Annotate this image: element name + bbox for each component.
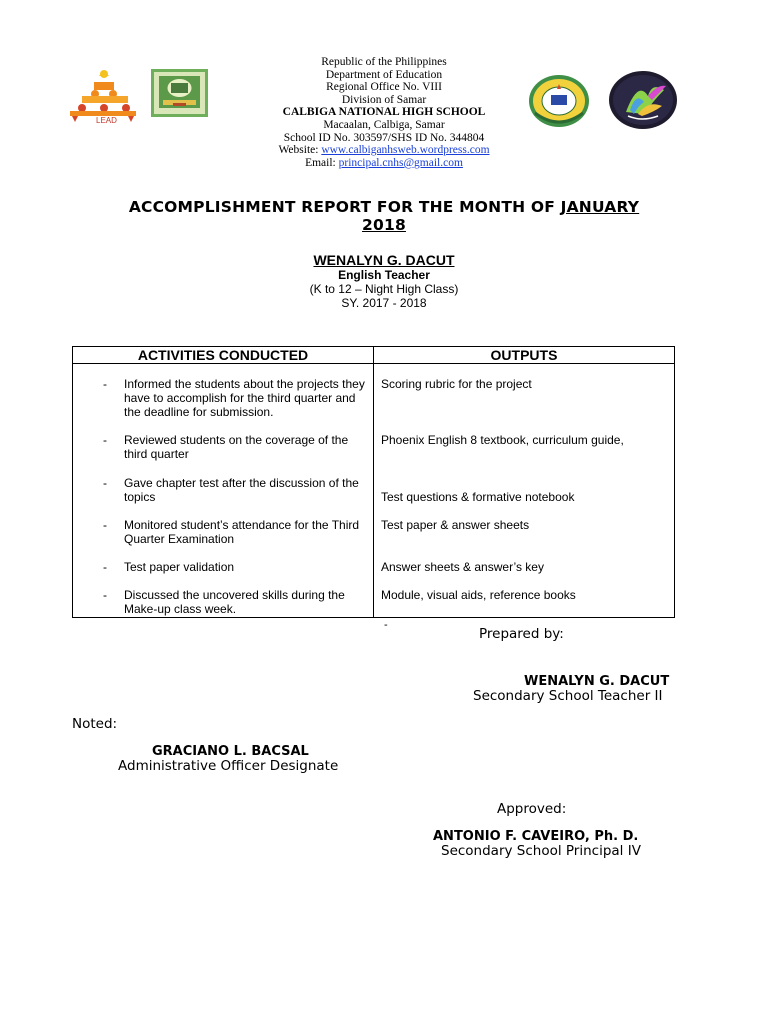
calbiga-nhs-seal <box>527 73 591 129</box>
letterhead-region: Regional Office No. VIII <box>326 81 442 94</box>
bullet: - <box>103 588 107 602</box>
table-body-row <box>73 364 675 618</box>
bullet: - <box>103 433 107 447</box>
teacher-info <box>234 268 534 310</box>
activity-text: Reviewed students on the coverage of the third quarter <box>124 433 349 461</box>
stray-dash: - <box>384 619 388 631</box>
teacher-position: English Teacher <box>338 268 430 282</box>
letterhead-department: Department of Education <box>325 68 443 81</box>
activity-text: Informed the students about the projects they have to accomplish for the third quarter and the deadline for submission. <box>124 377 365 419</box>
approved-name: ANTONIO F. CAVEIRO, Ph. D. <box>433 829 639 844</box>
output-text: Answer sheets & answer’s key <box>381 560 544 574</box>
website-label: Website: <box>278 144 322 157</box>
teacher-program: (K to 12 – Night High Class) <box>309 282 459 296</box>
prepared-by-label: Prepared by: <box>479 626 564 642</box>
table-header-row <box>73 347 675 364</box>
header-outputs: OUTPUTS <box>374 347 675 364</box>
report-title-year: 2018 <box>362 216 406 234</box>
activity-text: Gave chapter test after the discussion of the topics <box>124 476 359 504</box>
header-activities: ACTIVITIES CONDUCTED <box>73 347 374 364</box>
report-title <box>90 198 678 234</box>
output-text: Test questions & formative notebook <box>381 490 575 504</box>
prepared-by-title: Secondary School Teacher II <box>473 688 663 704</box>
noted-name: GRACIANO L. BACSAL <box>152 744 309 759</box>
activity-text: Discussed the uncovered skills during the Make-up class week. <box>124 588 345 616</box>
approved-label: Approved: <box>497 801 567 817</box>
lead-logo-text: LEAD <box>96 116 117 124</box>
accomplishment-table <box>72 346 675 618</box>
noted-title: Administrative Officer Designate <box>118 758 339 774</box>
bullet: - <box>103 476 107 490</box>
deped-region-seal <box>608 70 678 130</box>
lead-logo <box>68 66 148 124</box>
report-title-month: JANUARY <box>560 198 640 216</box>
website-link[interactable]: www.calbiganhsweb.wordpress.com <box>321 144 490 157</box>
report-title-prefix: ACCOMPLISHMENT REPORT FOR THE MONTH OF <box>128 198 561 216</box>
approved-title: Secondary School Principal IV <box>441 843 641 859</box>
bullet: - <box>103 560 107 574</box>
output-text: Scoring rubric for the project <box>381 377 532 391</box>
teacher-name: WENALYN G. DACUT <box>313 252 455 268</box>
email-link[interactable]: principal.cnhs@gmail.com <box>338 156 463 169</box>
output-text: Test paper & answer sheets <box>381 518 530 532</box>
activities-cell <box>73 364 374 618</box>
bullet: - <box>103 518 107 532</box>
bullet: - <box>103 377 107 391</box>
teacher-school-year: SY. 2017 - 2018 <box>341 296 427 310</box>
letterhead-school-name: CALBIGA NATIONAL HIGH SCHOOL <box>282 106 486 119</box>
prepared-by-name: WENALYN G. DACUT <box>524 674 670 689</box>
letterhead-email-line <box>234 157 534 170</box>
activity-text: Test paper validation <box>124 560 235 574</box>
letterhead-address: Macaalan, Calbiga, Samar <box>323 118 445 131</box>
output-text: Phoenix English 8 textbook, curriculum guide, <box>381 433 624 447</box>
letterhead <box>234 56 534 169</box>
outputs-cell <box>374 364 675 618</box>
email-label: Email: <box>305 156 339 169</box>
letterhead-website-line <box>234 144 534 157</box>
letterhead-republic: Republic of the Philippines <box>321 56 447 68</box>
noted-label: Noted: <box>72 716 118 732</box>
activity-text: Monitored student’s attendance for the Third Quarter Examination <box>124 518 360 546</box>
school-seal-image <box>151 69 208 117</box>
output-text: Module, visual aids, reference books <box>381 588 576 602</box>
letterhead-school-id: School ID No. 303597/SHS ID No. 344804 <box>283 131 485 144</box>
letterhead-division: Division of Samar <box>341 93 427 106</box>
